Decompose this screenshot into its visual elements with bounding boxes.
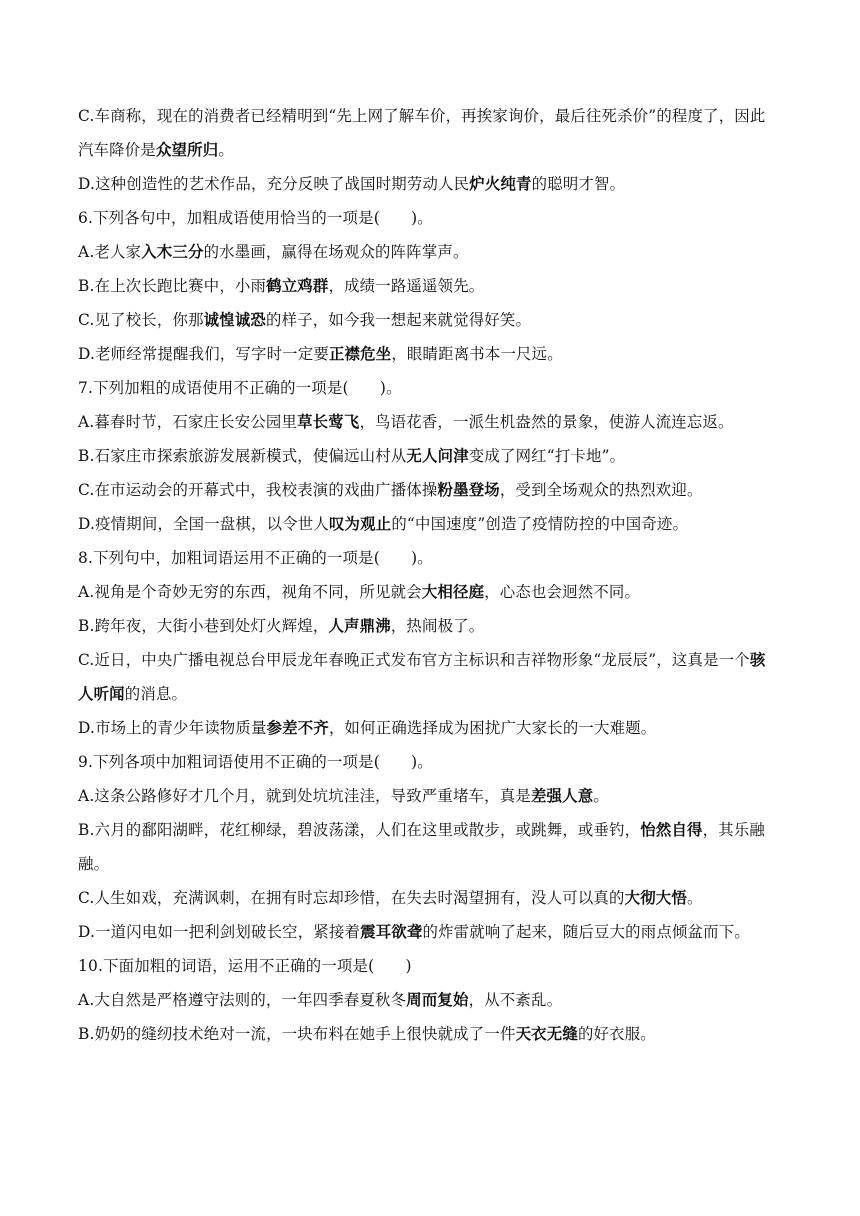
- answer-option: [78, 711, 778, 745]
- answer-option: [78, 643, 778, 711]
- bold-idiom: 大相径庭: [421, 583, 485, 601]
- text-segment: 的炸雷就响了起来，随后豆大的雨点倾盆而下。: [422, 923, 750, 941]
- text-segment: D.一道闪电如一把利剑划破长空，紧接着: [78, 923, 361, 941]
- text-segment: 。: [218, 141, 234, 159]
- bold-idiom: 粉墨登场: [437, 481, 500, 499]
- text-segment: 的水墨画，赢得在场观众的阵阵掌声。: [203, 243, 469, 261]
- text-segment: D.老师经常提醒我们，写字时一定要: [78, 345, 329, 363]
- answer-option: [78, 1017, 778, 1051]
- text-segment: A.大自然是严格遵守法则的，一年四季春夏秋冬: [78, 991, 407, 1009]
- text-segment: D.市场上的青少年读物质量: [78, 719, 267, 737]
- bold-idiom: 天衣无缝: [515, 1025, 578, 1043]
- bold-idiom: 差强人意: [530, 787, 594, 805]
- question-stem: [78, 541, 778, 575]
- text-segment: D.疫情期间，全国一盘棋，以令世人: [78, 515, 329, 533]
- bold-idiom: 参差不齐: [266, 719, 329, 737]
- text-segment: C.车商称，现在的消费者已经精明到“先上网了解车价，再挨家询价，最后往死杀价”的程度了，因此汽车降价是: [78, 107, 766, 159]
- answer-option: [78, 779, 778, 813]
- text-segment: B.在上次长跑比赛中，小雨: [78, 277, 267, 295]
- text-segment: ，热闹极了。: [390, 617, 485, 635]
- text-segment: C.人生如戏，充满讽刺，在拥有时忘却珍惜，在失去时渴望拥有，没人可以真的: [78, 889, 625, 907]
- bold-idiom: 震耳欲聋: [360, 923, 423, 941]
- answer-option: [78, 507, 778, 541]
- text-segment: ，如何正确选择成为困扰广大家长的一大难题。: [328, 719, 657, 737]
- text-segment: 的“中国速度”创造了疫情防控的中国奇迹。: [391, 515, 689, 533]
- text-segment: B.石家庄市探索旅游发展新模式，使偏远山村从: [78, 447, 407, 465]
- question-stem: [78, 745, 778, 779]
- bold-idiom: 正襟危坐: [328, 345, 392, 363]
- text-segment: B.奶奶的缝纫技术绝对一流，一块布料在她手上很快就成了一件: [78, 1025, 516, 1043]
- answer-option: [78, 99, 778, 167]
- text-segment: C.近日，中央广播电视总台甲辰龙年春晚正式发布官方主标识和吉祥物形象“龙辰辰”，这真是一个: [78, 651, 750, 669]
- bold-idiom: 大彻大悟: [624, 889, 687, 907]
- bold-idiom: 众望所归: [155, 141, 219, 159]
- answer-option: [78, 575, 778, 609]
- question-stem: [78, 949, 778, 983]
- text-segment: 7.下列加粗的成语使用不正确的一项是( )。: [78, 379, 402, 397]
- bold-idiom: 周而复始: [406, 991, 469, 1009]
- text-segment: 9.下列各项中加粗词语使用不正确的一项是( )。: [78, 753, 433, 771]
- question-stem: [78, 371, 778, 405]
- text-segment: C.在市运动会的开幕式中，我校表演的戏曲广播体操: [78, 481, 438, 499]
- text-segment: A.暮春时节，石家庄长安公园里: [78, 413, 298, 431]
- answer-option: [78, 439, 778, 473]
- answer-option: [78, 915, 778, 949]
- text-segment: B.六月的鄱阳湖畔，花红柳绿，碧波荡漾，人们在这里或散步，或跳舞，或垂钓，: [78, 821, 641, 839]
- text-segment: ，眼睛距离书本一尺远。: [391, 345, 563, 363]
- text-segment: 10.下面加粗的词语，运用不正确的一项是( ): [78, 957, 412, 975]
- question-stem: [78, 201, 778, 235]
- bold-idiom: 怡然自得: [640, 821, 703, 839]
- text-segment: 。: [686, 889, 703, 907]
- bold-idiom: 叹为观止: [328, 515, 392, 533]
- bold-idiom: 炉火纯青: [469, 175, 532, 193]
- bold-idiom: 诚惶诚恐: [203, 311, 267, 329]
- answer-option: [78, 269, 778, 303]
- answer-option: [78, 235, 778, 269]
- text-segment: 的好衣服。: [577, 1025, 656, 1043]
- answer-option: [78, 813, 778, 881]
- text-segment: ，鸟语花香，一派生机盎然的景象，使游人流连忘返。: [359, 413, 734, 431]
- text-segment: ，受到全场观众的热烈欢迎。: [499, 481, 703, 499]
- question-list: [78, 99, 778, 1051]
- text-segment: ，从不紊乱。: [468, 991, 563, 1009]
- bold-idiom: 草长莺飞: [297, 413, 360, 431]
- answer-option: [78, 609, 778, 643]
- answer-option: [78, 473, 778, 507]
- text-segment: A.老人家: [78, 243, 142, 261]
- text-segment: ，成绩一路遥遥领先。: [328, 277, 485, 295]
- bold-idiom: 骇人听闻: [78, 651, 766, 703]
- answer-option: [78, 405, 778, 439]
- bold-idiom: 入木三分: [141, 243, 204, 261]
- text-segment: 的消息。: [124, 685, 188, 703]
- answer-option: [78, 167, 778, 201]
- text-segment: 的样子，如今我一想起来就觉得好笑。: [266, 311, 532, 329]
- text-segment: ，其乐融融。: [78, 821, 766, 873]
- text-segment: 8.下列句中，加粗词语运用不正确的一项是( )。: [78, 549, 433, 567]
- text-segment: C.见了校长，你那: [78, 311, 204, 329]
- bold-idiom: 鹤立鸡群: [266, 277, 329, 295]
- answer-option: [78, 303, 778, 337]
- text-segment: 6.下列各句中，加粗成语使用恰当的一项是( )。: [78, 209, 433, 227]
- text-segment: A.视角是个奇妙无穷的东西，视角不同，所见就会: [78, 583, 422, 601]
- text-segment: 变成了网红“打卡地”。: [468, 447, 626, 465]
- text-segment: A.这条公路修好才几个月，就到处坑坑洼洼，导致严重堵车，真是: [78, 787, 531, 805]
- text-segment: 。: [593, 787, 609, 805]
- text-segment: ，心态也会迥然不同。: [484, 583, 641, 601]
- answer-option: [78, 881, 778, 915]
- answer-option: [78, 337, 778, 371]
- text-segment: D.这种创造性的艺术作品，充分反映了战国时期劳动人民: [78, 175, 470, 193]
- answer-option: [78, 983, 778, 1017]
- bold-idiom: 人声鼎沸: [328, 617, 391, 635]
- text-segment: 的聪明才智。: [531, 175, 626, 193]
- bold-idiom: 无人问津: [406, 447, 469, 465]
- text-segment: B.跨年夜，大街小巷到处灯火辉煌，: [78, 617, 329, 635]
